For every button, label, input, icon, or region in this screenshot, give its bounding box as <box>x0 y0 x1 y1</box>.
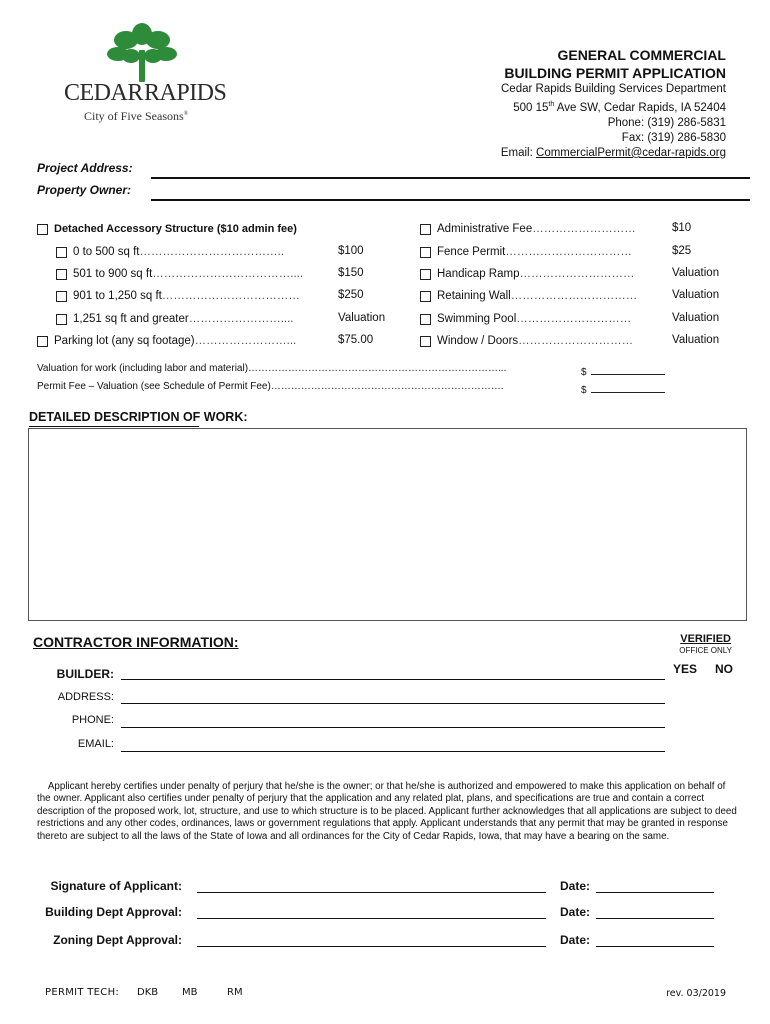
contractor-title: CONTRACTOR INFORMATION: <box>33 634 239 650</box>
description-title: DETAILED DESCRIPTION OF WORK: <box>29 410 248 424</box>
department-email: Email: CommercialPermit@cedar-rapids.org <box>500 146 726 159</box>
property-owner-field[interactable] <box>151 199 750 201</box>
permit-item-window-doors: Window / Doors ………………………… <box>420 333 660 349</box>
logo-tagline: City of Five Seasons® <box>84 109 189 123</box>
permit-item-1251-plus: 1,251 sq ft and greater …………………….... <box>56 311 326 327</box>
checkbox[interactable] <box>420 314 431 325</box>
builder-field[interactable] <box>121 679 665 680</box>
zoning-approval-label: Zoning Dept Approval: <box>53 933 182 947</box>
price-retaining-wall: Valuation <box>672 289 720 301</box>
price-901-1250: $250 <box>338 289 364 301</box>
form-title-line2: BUILDING PERMIT APPLICATION <box>504 65 726 81</box>
form-header <box>501 46 726 161</box>
price-parking-lot: $75.00 <box>338 334 374 346</box>
building-date-label: Date: <box>560 905 591 919</box>
verified-no[interactable]: NO <box>715 662 733 676</box>
contractor-email-field[interactable] <box>121 751 665 752</box>
logo-word-rapids: RAPIDS <box>144 80 227 106</box>
property-owner-row <box>37 183 750 201</box>
price-1251-plus: Valuation <box>338 312 386 324</box>
checkbox[interactable] <box>56 269 67 280</box>
tech-initials-rm: RM <box>227 987 243 998</box>
applicant-signature-label: Signature of Applicant: <box>50 879 182 893</box>
project-address-label: Project Address: <box>37 161 133 175</box>
applicant-signature-field[interactable] <box>197 892 546 893</box>
permit-item-swimming-pool: Swimming Pool ………………………… <box>420 311 660 327</box>
valuation-amount: $ <box>581 362 665 380</box>
permit-tech-label: PERMIT TECH: <box>45 987 120 998</box>
checkbox[interactable] <box>420 336 431 347</box>
certification-paragraph: Applicant hereby certifies under penalty of perjury that he/she is the owner; or that he/she is authorized and empowered to make this application on behalf of the owner. Applicant also certifies under penalty of perjury that the application and any related plat, plans, and specifications are true and contain a correct description of the proposed work, lot, structure, and use to which structure is to be placed. Applicant further acknowledges that all applications are subject to deed restrictions and any other codes, ordinances, laws or government regulations that apply. Applicant understands that any permit that may be granted in response thereto are subject to all the laws of the State of Iowa and all ordinances for the City of Cedar Rapids, Iowa, that may have a bearing on the same. <box>37 781 737 842</box>
zoning-approval-field[interactable] <box>197 946 546 947</box>
zoning-date-label: Date: <box>560 933 591 947</box>
permit-item-parking-lot: Parking lot (any sq footage) ……………………... <box>37 333 327 349</box>
city-logo <box>62 22 227 132</box>
contractor-address-field[interactable] <box>121 703 665 704</box>
contractor-email-label: EMAIL: <box>77 738 114 750</box>
verified-label: VERIFIED <box>680 633 731 645</box>
department-address: 500 15th Ave SW, Cedar Rapids, IA 52404 <box>513 101 726 114</box>
department-phone: Phone: (319) 286-5831 <box>607 116 726 129</box>
contractor-phone-label: PHONE: <box>71 714 114 726</box>
checkbox[interactable] <box>56 291 67 302</box>
project-address-row <box>37 161 750 179</box>
checkbox[interactable] <box>56 314 67 325</box>
building-approval-field[interactable] <box>197 918 546 919</box>
tech-initials-dkb: DKB <box>137 987 159 998</box>
office-only-label: OFFICE ONLY <box>679 646 732 655</box>
checkbox[interactable] <box>420 291 431 302</box>
building-date-field[interactable] <box>596 918 714 919</box>
price-handicap-ramp: Valuation <box>672 267 720 279</box>
permit-fee-label: Permit Fee – Valuation (see Schedule of Permit Fee)……………………………………………………………. <box>37 381 504 392</box>
applicant-date-field[interactable] <box>596 892 714 893</box>
description-textarea[interactable] <box>28 428 747 621</box>
price-administrative-fee: $10 <box>672 222 692 234</box>
price-0-500: $100 <box>338 245 364 257</box>
price-fence: $25 <box>672 245 692 257</box>
checkbox[interactable] <box>37 224 48 235</box>
price-swimming-pool: Valuation <box>672 312 720 324</box>
price-501-900: $150 <box>338 267 364 279</box>
applicant-date-label: Date: <box>560 879 591 893</box>
email-link[interactable]: CommercialPermit@cedar-rapids.org <box>536 146 726 159</box>
permit-fee-field[interactable] <box>591 383 665 393</box>
checkbox[interactable] <box>420 224 431 235</box>
building-approval-label: Building Dept Approval: <box>45 905 182 919</box>
tree-logo-icon <box>98 22 186 84</box>
permit-item-administrative-fee: Administrative Fee ……………………… <box>420 221 660 237</box>
verified-header <box>679 633 732 655</box>
logo-word-cedar: CEDAR <box>64 80 143 106</box>
builder-label: BUILDER: <box>56 667 114 681</box>
valuation-field[interactable] <box>591 365 665 375</box>
permit-item-0-500: 0 to 500 sq ft ……………………………….. <box>56 244 326 260</box>
zoning-date-field[interactable] <box>596 946 714 947</box>
checkbox[interactable] <box>56 247 67 258</box>
permit-item-fence: Fence Permit …………………………… <box>420 244 660 260</box>
tech-initials-mb: MB <box>182 987 198 998</box>
contractor-phone-field[interactable] <box>121 727 665 728</box>
department-fax: Fax: (319) 286-5830 <box>621 131 726 144</box>
form-title-line1: GENERAL COMMERCIAL <box>557 47 726 63</box>
permit-item-detached-accessory: Detached Accessory Structure ($10 admin fee) <box>37 221 407 237</box>
contractor-address-label: ADDRESS: <box>57 691 114 703</box>
permit-item-retaining-wall: Retaining Wall …………………………… <box>420 288 660 304</box>
checkbox[interactable] <box>37 336 48 347</box>
property-owner-label: Property Owner: <box>37 183 132 197</box>
checkbox[interactable] <box>420 247 431 258</box>
project-address-field[interactable] <box>151 177 750 179</box>
department-name: Cedar Rapids Building Services Department <box>501 83 726 95</box>
price-window-doors: Valuation <box>672 334 720 346</box>
permit-fee-amount: $ <box>581 380 665 398</box>
description-title-rule <box>29 426 199 427</box>
valuation-label: Valuation for work (including labor and material)…………………………………………………………………... <box>37 363 507 374</box>
permit-item-501-900: 501 to 900 sq ft ……………………………….... <box>56 266 326 282</box>
permit-item-901-1250: 901 to 1,250 sq ft ……………………………… <box>56 288 326 304</box>
checkbox[interactable] <box>420 269 431 280</box>
revision-date: rev. 03/2019 <box>666 988 726 999</box>
verified-yes[interactable]: YES <box>673 662 698 676</box>
permit-item-handicap-ramp: Handicap Ramp ………………………… <box>420 266 660 282</box>
